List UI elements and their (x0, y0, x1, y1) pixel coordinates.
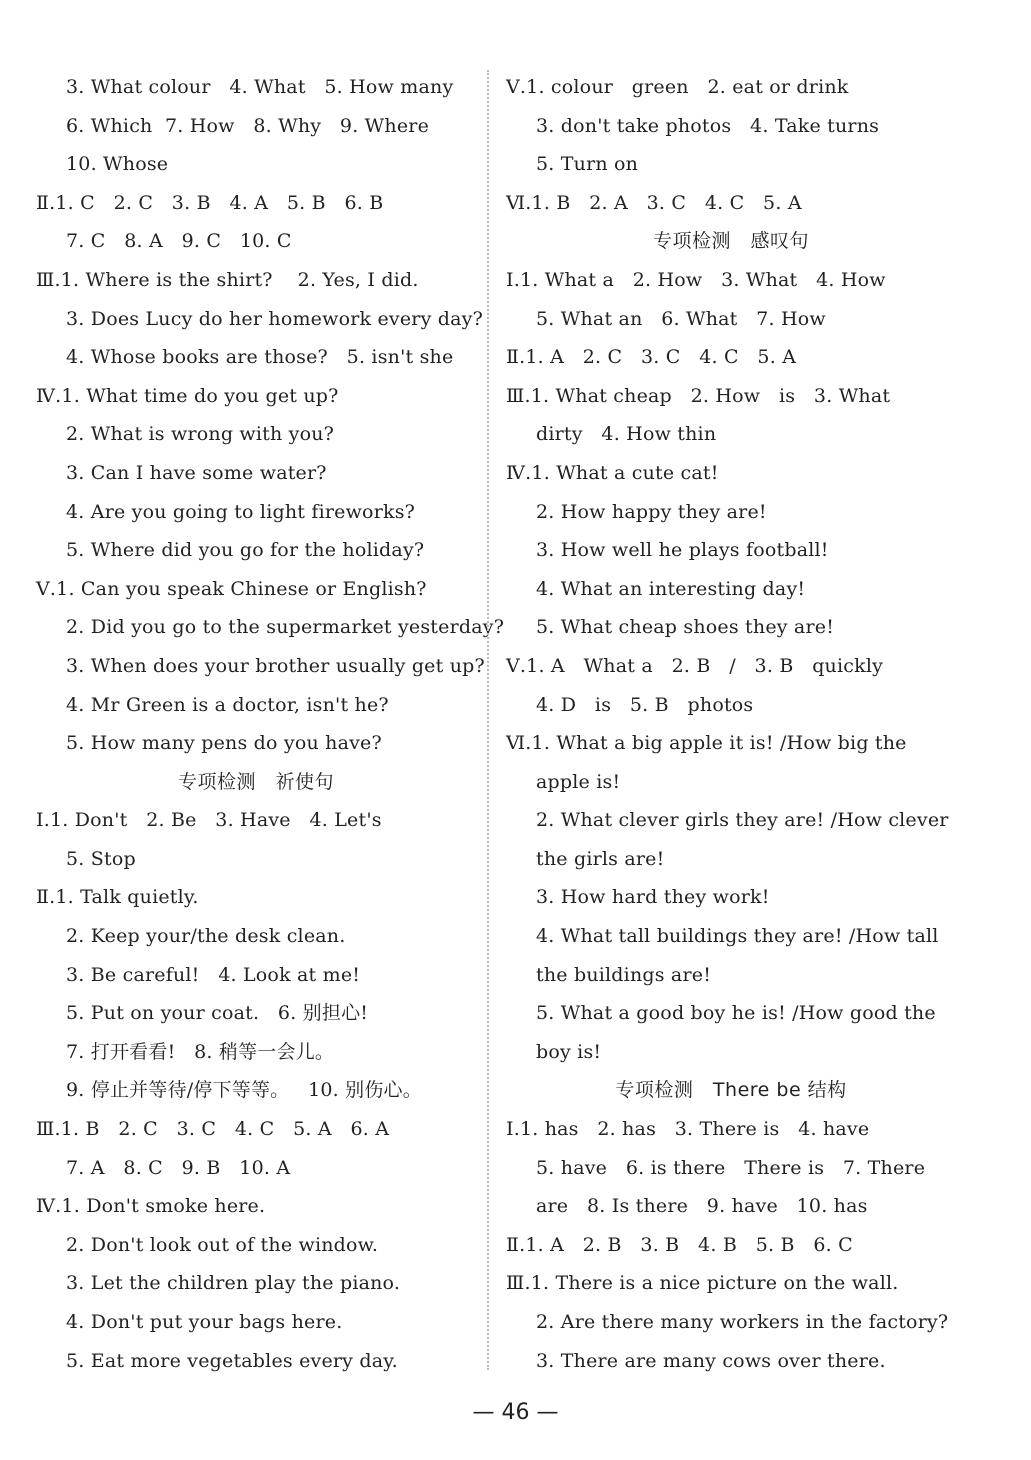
answer-line: Ⅱ.1. Talk quietly. (36, 886, 199, 909)
answer-line: 4. What tall buildings they are! /How tall (536, 925, 939, 948)
answer-line: 3. There are many cows over there. (536, 1349, 886, 1372)
answer-line: 3. How well he plays football! (536, 539, 829, 562)
answer-line: 5. Where did you go for the holiday? (66, 539, 425, 562)
answer-line: Ⅲ.1. Where is the shirt? 2. Yes, I did. (36, 268, 419, 291)
answer-line: are 8. Is there 9. have 10. has (536, 1195, 868, 1218)
answer-line: 3. What colour 4. What 5. How many (66, 76, 454, 98)
answer-line: 2. Don't look out of the window. (66, 1233, 379, 1256)
page-number: — 46 — (472, 1400, 559, 1425)
column-divider (487, 70, 489, 1370)
section-heading: 专项检测 There be 结构 (615, 1079, 847, 1102)
answer-line: 2. What is wrong with you? (66, 423, 335, 446)
answer-line: 7. C 8. A 9. C 10. C (66, 230, 292, 253)
answer-line: Ⅰ.1. Don't 2. Be 3. Have 4. Let's (36, 809, 382, 832)
answer-line: Ⅱ.1. C 2. C 3. B 4. A 5. B 6. B (36, 191, 384, 214)
answer-line: 5. Eat more vegetables every day. (66, 1349, 398, 1372)
answer-line: 7. A 8. C 9. B 10. A (66, 1156, 291, 1179)
answer-line: 9. 停止并等待/停下等等。 10. 别伤心。 (66, 1079, 422, 1102)
answer-line: 5. have 6. is there There is 7. There (536, 1156, 926, 1179)
answer-line: boy is! (536, 1040, 602, 1063)
answer-line: 4. Mr Green is a doctor, isn't he? (66, 693, 389, 716)
answer-line: 4. Whose books are those? 5. isn't she (66, 346, 454, 369)
answer-line: 2. Are there many workers in the factory? (536, 1311, 949, 1333)
answer-line: 2. Did you go to the supermarket yesterday? (66, 616, 505, 639)
answer-line: 3. Can I have some water? (66, 461, 327, 484)
answer-line: 3. Let the children play the piano. (66, 1272, 401, 1295)
left-answer-column (36, 68, 505, 1380)
section-heading: 专项检测 感叹句 (652, 230, 810, 253)
answer-line: Ⅴ.1. colour green 2. eat or drink (506, 76, 849, 98)
answer-line: 7. 打开看看! 8. 稍等一会儿。 (66, 1040, 335, 1063)
answer-line: 2. How happy they are! (536, 500, 767, 523)
answer-line: 3. Does Lucy do her homework every day? (66, 307, 483, 330)
answer-line: 4. Are you going to light fireworks? (66, 500, 416, 523)
answer-line: Ⅱ.1. A 2. C 3. C 4. C 5. A (506, 346, 797, 369)
answer-line: Ⅴ.1. Can you speak Chinese or English? (36, 577, 427, 600)
answer-line: 5. Stop (66, 847, 136, 870)
answer-line: 4. Don't put your bags here. (66, 1311, 343, 1333)
answer-line: dirty 4. How thin (536, 423, 717, 446)
answer-line: Ⅰ.1. What a 2. How 3. What 4. How (506, 268, 886, 291)
answer-line: Ⅳ.1. What a cute cat! (506, 461, 719, 484)
right-answer-column (506, 68, 956, 1380)
answer-line: 3. When does your brother usually get up? (66, 654, 485, 677)
answer-line: 4. D is 5. B photos (536, 693, 754, 716)
answer-line: 5. How many pens do you have? (66, 732, 382, 755)
answer-line: 4. What an interesting day! (536, 577, 806, 600)
answer-line: Ⅳ.1. What time do you get up? (36, 384, 339, 407)
answer-line: 5. What an 6. What 7. How (536, 307, 826, 330)
answer-line: 5. Put on your coat. 6. 别担心! (66, 1002, 369, 1025)
answer-line: apple is! (536, 770, 621, 793)
section-heading: 专项检测 祈使句 (177, 770, 335, 793)
answer-line: Ⅵ.1. B 2. A 3. C 4. C 5. A (506, 191, 802, 214)
answer-line: 6. Which 7. How 8. Why 9. Where (66, 114, 430, 137)
answer-line: 3. How hard they work! (536, 886, 770, 909)
answer-line: 5. What a good boy he is! /How good the (536, 1002, 936, 1025)
answer-line: Ⅴ.1. A What a 2. B / 3. B quickly (506, 654, 884, 677)
answer-line: the girls are! (536, 847, 665, 870)
answer-line: Ⅲ.1. B 2. C 3. C 4. C 5. A 6. A (36, 1118, 390, 1141)
answer-line: 2. What clever girls they are! /How clever (536, 809, 949, 832)
answer-line: 5. What cheap shoes they are! (536, 616, 835, 639)
answer-line: 5. Turn on (536, 153, 639, 176)
answer-line: Ⅰ.1. has 2. has 3. There is 4. have (506, 1118, 870, 1141)
answer-line: Ⅲ.1. There is a nice picture on the wall. (506, 1272, 899, 1295)
answer-line: Ⅳ.1. Don't smoke here. (36, 1195, 266, 1218)
answer-line: 10. Whose (66, 153, 169, 176)
answer-line: 3. don't take photos 4. Take turns (536, 114, 880, 137)
answer-line: the buildings are! (536, 963, 712, 986)
answer-line: Ⅱ.1. A 2. B 3. B 4. B 5. B 6. C (506, 1233, 853, 1256)
answer-line: Ⅵ.1. What a big apple it is! /How big the (506, 732, 907, 755)
answer-line: Ⅲ.1. What cheap 2. How is 3. What (506, 384, 891, 407)
answer-line: 3. Be careful! 4. Look at me! (66, 963, 361, 986)
answer-line: 2. Keep your/the desk clean. (66, 925, 346, 948)
